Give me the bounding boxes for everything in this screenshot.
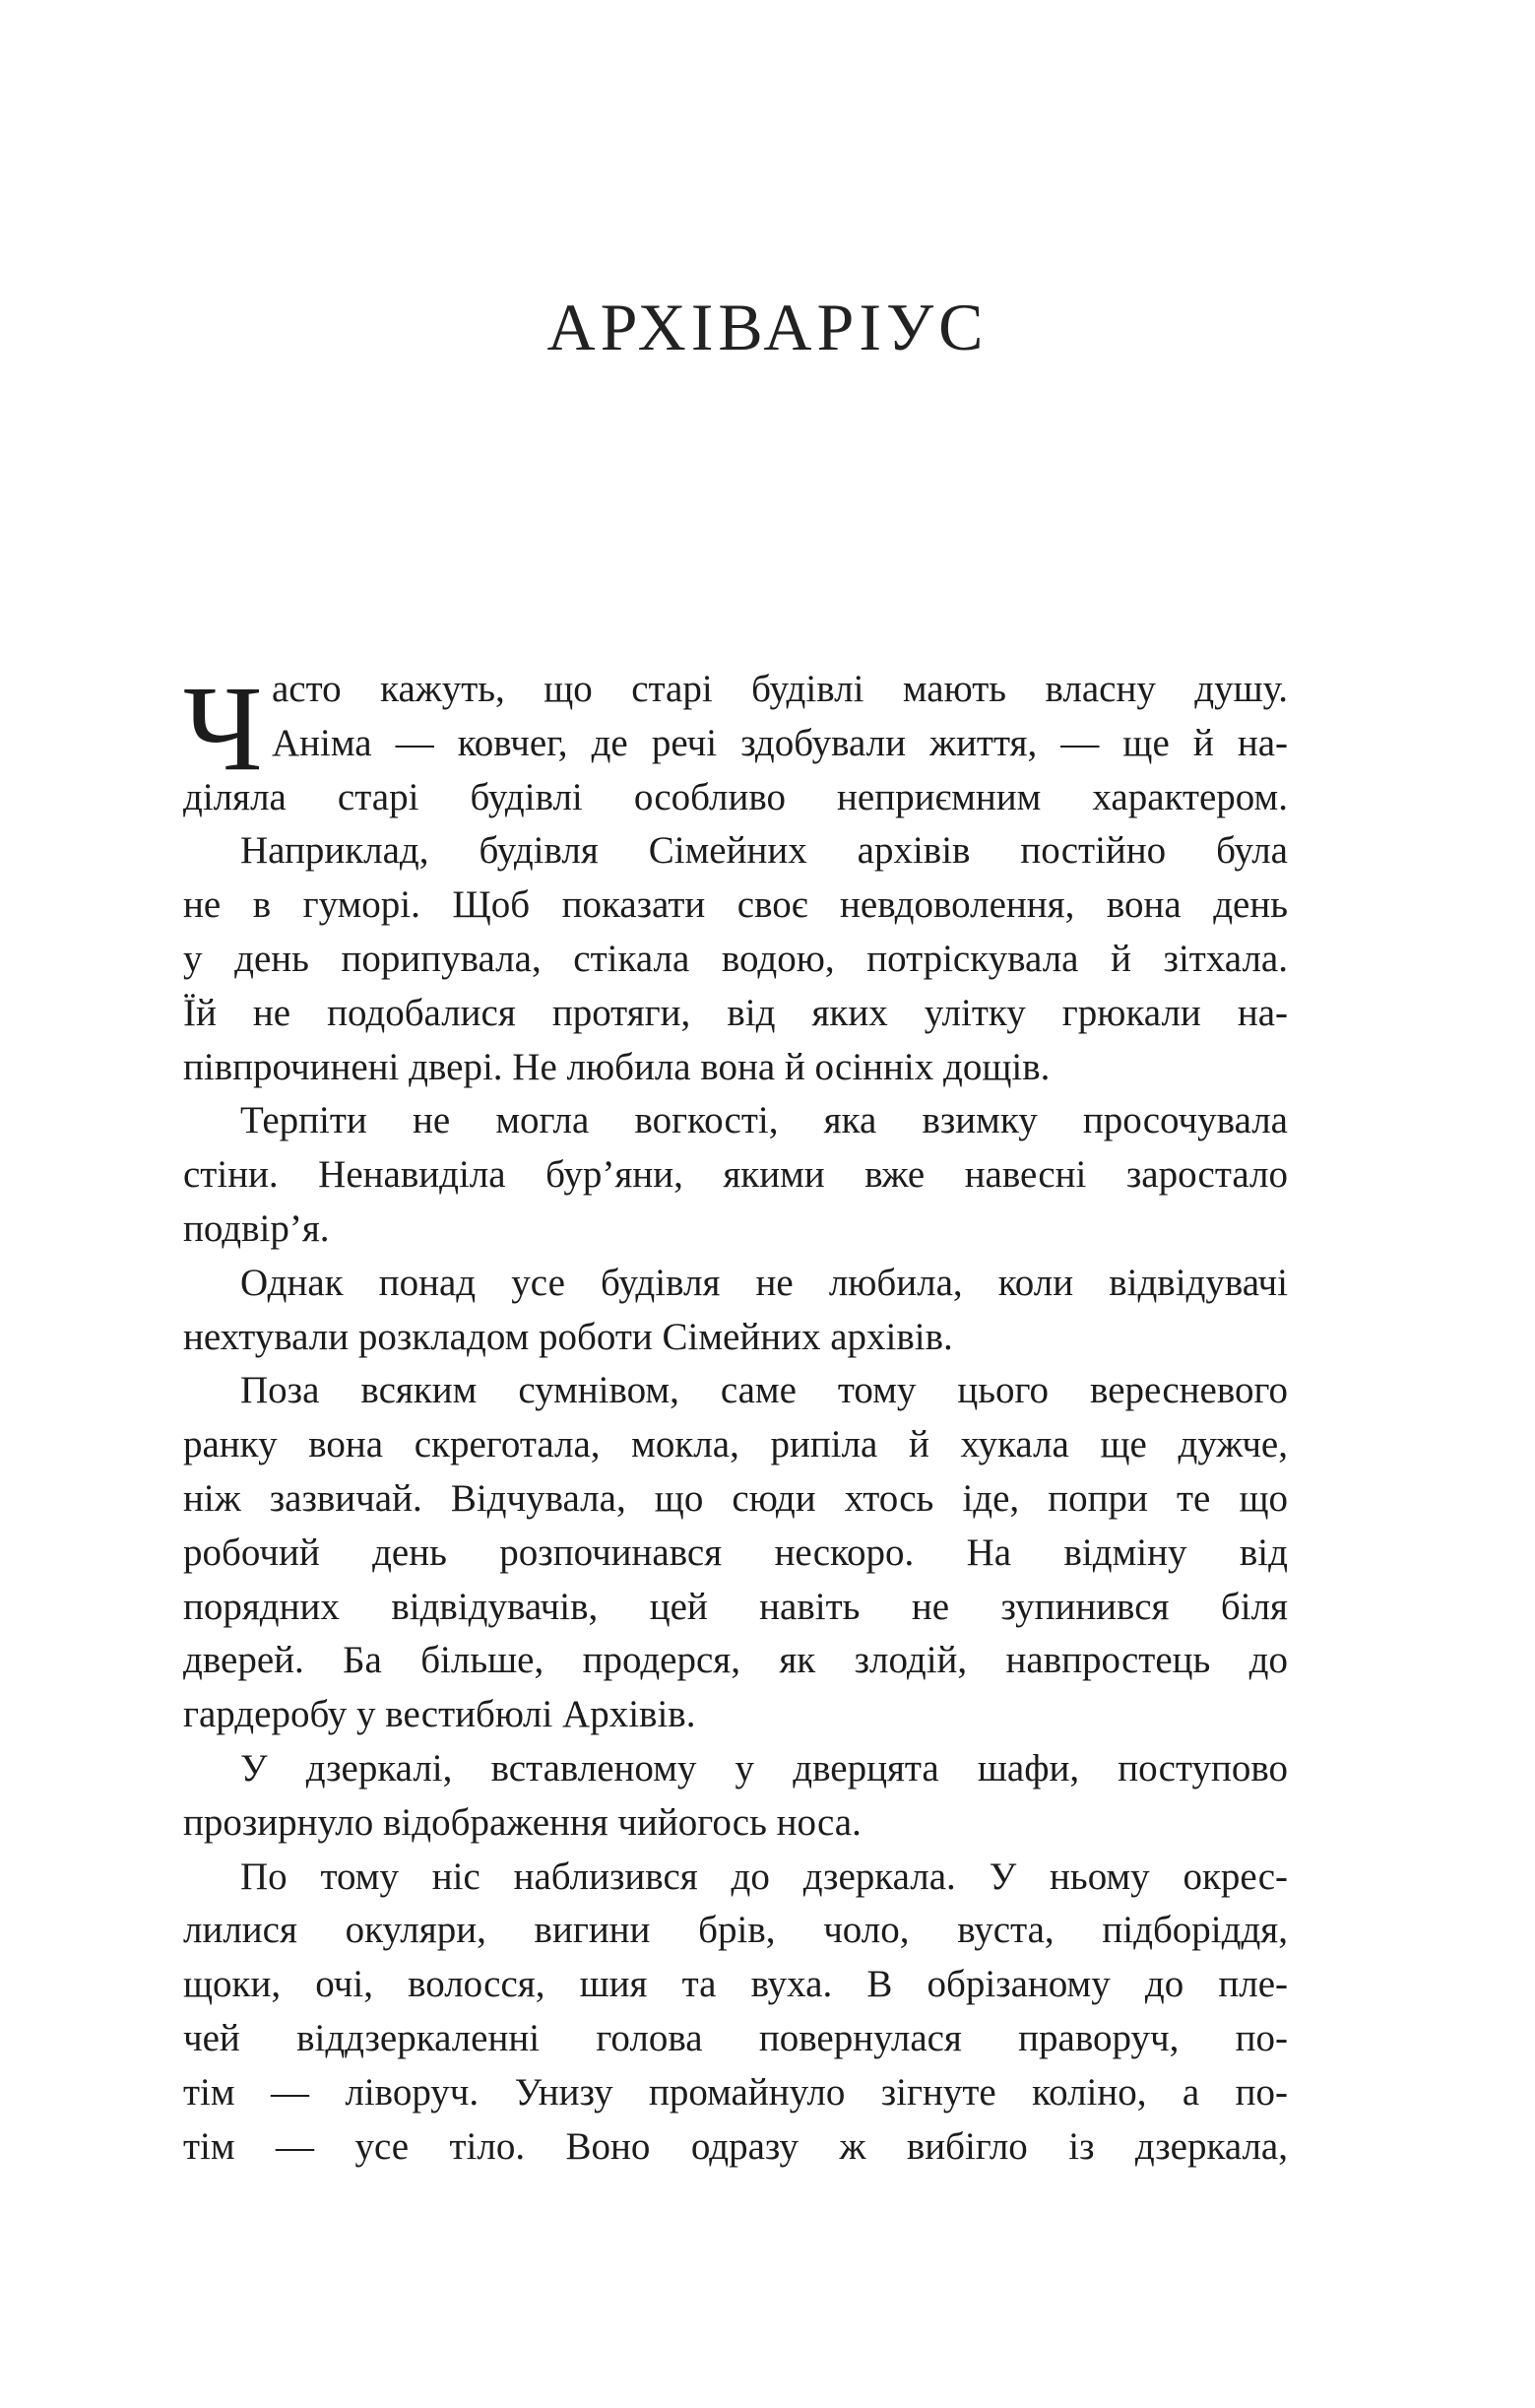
text-line: ранку вона скреготала, мокла, рипіла й хукала ще дужче, — [183, 1423, 1288, 1466]
text-line: тім — усе тіло. Воно одразу ж вибігло із дзеркала, — [183, 2124, 1288, 2168]
text-line: Аніма — ковчег, де речі здобували життя, — ще й на- — [272, 721, 1288, 764]
text-line: У дзеркалі, вставленому у дверцята шафи, поступово — [240, 1746, 1288, 1790]
text-line: чей віддзеркаленні голова повернулася праворуч, по- — [183, 2016, 1288, 2059]
text-line: прозирнуло відображення чийогось носа. — [183, 1800, 862, 1844]
text-line: Поза всяким сумнівом, саме тому цього вересневого — [240, 1369, 1288, 1412]
text-line: Наприклад, будівля Сімейних архівів постійно була — [240, 829, 1288, 873]
text-line: порядних відвідувачів, цей навіть не зупинився біля — [183, 1585, 1288, 1628]
text-line: стіни. Ненавиділа бур’яни, якими вже навесні заростало — [183, 1153, 1288, 1197]
text-line: По тому ніс наблизився до дзеркала. У ньому окрес- — [240, 1855, 1288, 1898]
text-line: діляла старі будівлі особливо неприємним характером. — [183, 775, 1288, 818]
text-line: тім — ліворуч. Унизу промайнуло зігнуте коліно, а по- — [183, 2070, 1288, 2114]
text-line: не в гуморі. Щоб показати своє невдоволення, вона день — [183, 883, 1288, 927]
text-line: щоки, очі, волосся, шия та вуха. В обрізаному до пле- — [183, 1963, 1288, 2006]
text-line: нехтували розкладом роботи Сімейних архівів. — [183, 1315, 953, 1358]
text-line: подвір’я. — [183, 1206, 330, 1250]
text-line: Терпіти не могла вогкості, яка взимку просочувала — [240, 1099, 1288, 1142]
text-line: Їй не подобалися протяги, від яких улітку грюкали на- — [183, 991, 1288, 1034]
text-line: півпрочинені двері. Не любила вона й осінніх дощів. — [183, 1045, 1051, 1088]
drop-cap: Ч — [183, 661, 263, 796]
text-line: дверей. Ба більше, продерся, як злодій, навпростець до — [183, 1639, 1288, 1682]
chapter-body — [183, 663, 1288, 2174]
text-line: у день порипувала, стікала водою, потріскувала й зітхала. — [183, 937, 1288, 980]
text-line: лилися окуляри, вигини брів, чоло, вуста, підборіддя, — [183, 1909, 1288, 1952]
text-line: гардеробу у вестибюлі Архівів. — [183, 1693, 696, 1736]
chapter-title: АРХІВАРІУС — [546, 290, 989, 364]
text-line: ніж зазвичай. Відчувала, що сюди хтось іде, попри те що — [183, 1476, 1288, 1520]
text-line: Однак понад усе будівля не любила, коли відвідувачі — [240, 1261, 1288, 1304]
text-line: асто кажуть, що старі будівлі мають власну душу. — [272, 668, 1288, 710]
text-line: робочий день розпочинався нескоро. На відміну від — [183, 1530, 1288, 1574]
